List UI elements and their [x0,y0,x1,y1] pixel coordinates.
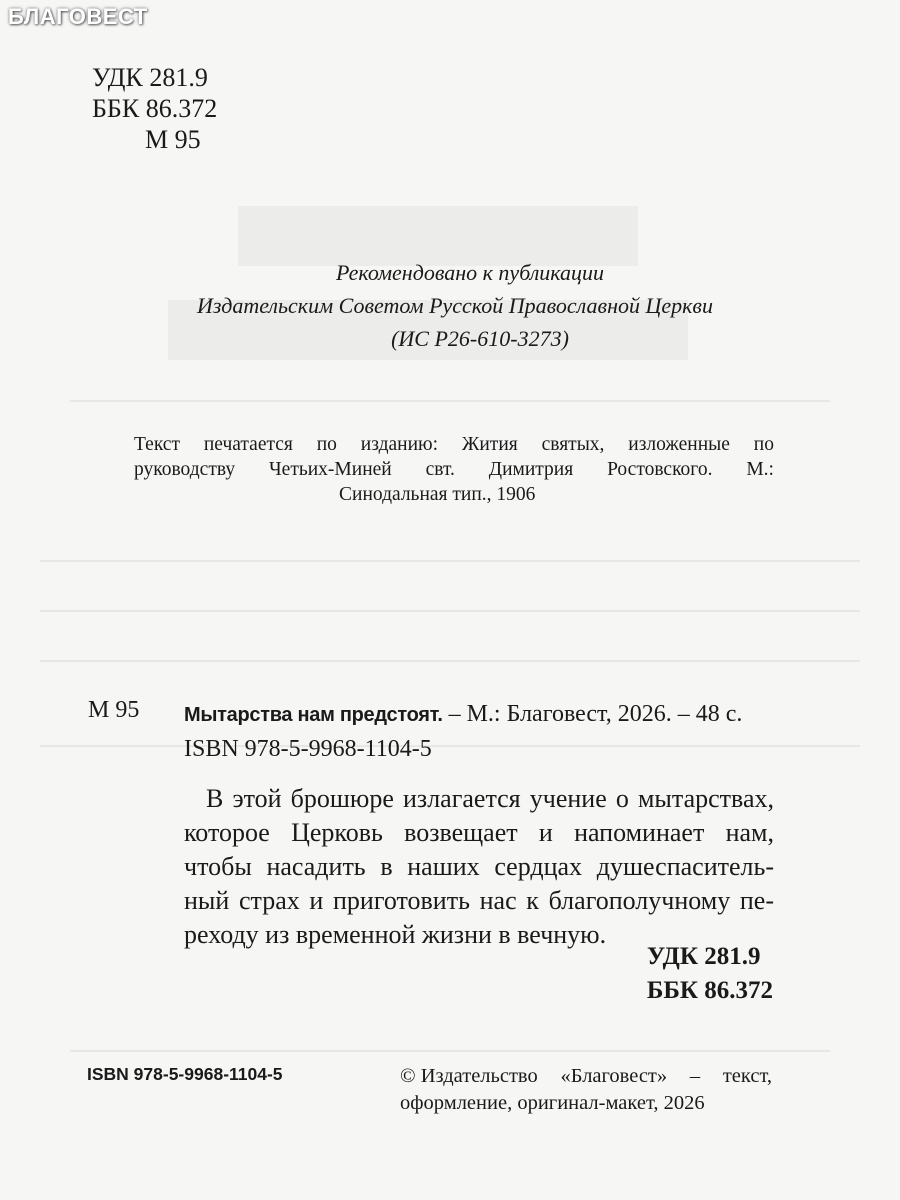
word: руководству [134,459,236,480]
source-note-line: Синодальная тип., 1906 [339,484,536,505]
word: Жития [461,434,518,455]
word: М.: [746,459,774,480]
annotation-line: чтобы насадить в наших сердцах душеспаситель- [184,852,774,881]
book-title: Мытарства нам предстоят. [184,704,443,726]
annotation [184,782,774,952]
show-through-line [70,400,830,402]
show-through-line [40,560,860,562]
bbk-code: ББК 86.372 [92,94,218,123]
annotation-line: В этой брошюре излагается учение о мытарствах, [206,784,774,813]
classification-top [92,62,217,155]
annotation-line: реходу из временной жизни в вечную. [184,920,607,949]
word: Четьих-Миней [269,459,392,480]
bbk-code: ББК 86.372 [646,977,773,1004]
word: свт. [425,459,455,480]
word: «Благовест» [560,1065,668,1087]
recommendation-code: (ИС Р26-610-3273) [391,326,569,351]
word: изложенные [628,434,730,455]
annotation-line: ный страх и приготовить нас к благополучному пе- [184,886,774,915]
show-through-line [40,660,860,662]
imprint: – М.: Благовест, 2026. – 48 с. [442,701,743,727]
show-through-line [70,1050,830,1052]
udk-code: УДК 281.9 [646,943,761,970]
source-note [134,432,774,507]
watermark-logo: БЛАГОВЕСТ [8,4,148,29]
classification-bottom [647,940,773,1008]
annotation-line: которое Церковь возвещает и напоминает нам, [184,818,774,847]
copyright-line: оформление, оригинал-макет, 2026 [400,1092,705,1114]
recommendation-block [0,256,900,355]
word: Димитрия [488,459,574,480]
word: печатается [203,434,293,455]
author-mark: М 95 [88,697,140,723]
footer-isbn: ISBN 978-5-9968-1104-5 [87,1064,283,1084]
udk-code: УДК 281.9 [92,63,208,92]
word: Ростовского. [607,459,713,480]
word: – [689,1065,701,1087]
isbn: ISBN 978-5-9968-1104-5 [184,736,432,762]
copyright-notice [400,1063,772,1117]
source-note-line [134,432,774,457]
word: по [753,434,774,455]
word: святых, [541,434,605,455]
word: текст, [722,1065,772,1087]
word: по [316,434,337,455]
show-through-line [40,610,860,612]
author-mark: М 95 [145,125,201,154]
word: © Издательство [400,1065,538,1087]
recommendation-line: Рекомендовано к публикации [335,260,605,285]
copyright-line [400,1063,772,1090]
source-note-line [134,457,774,482]
bibliographic-record [184,697,774,766]
word: Текст [134,434,180,455]
recommendation-line: Издательским Советом Русской Православной Церкви [197,293,713,318]
word: изданию: [360,434,439,455]
